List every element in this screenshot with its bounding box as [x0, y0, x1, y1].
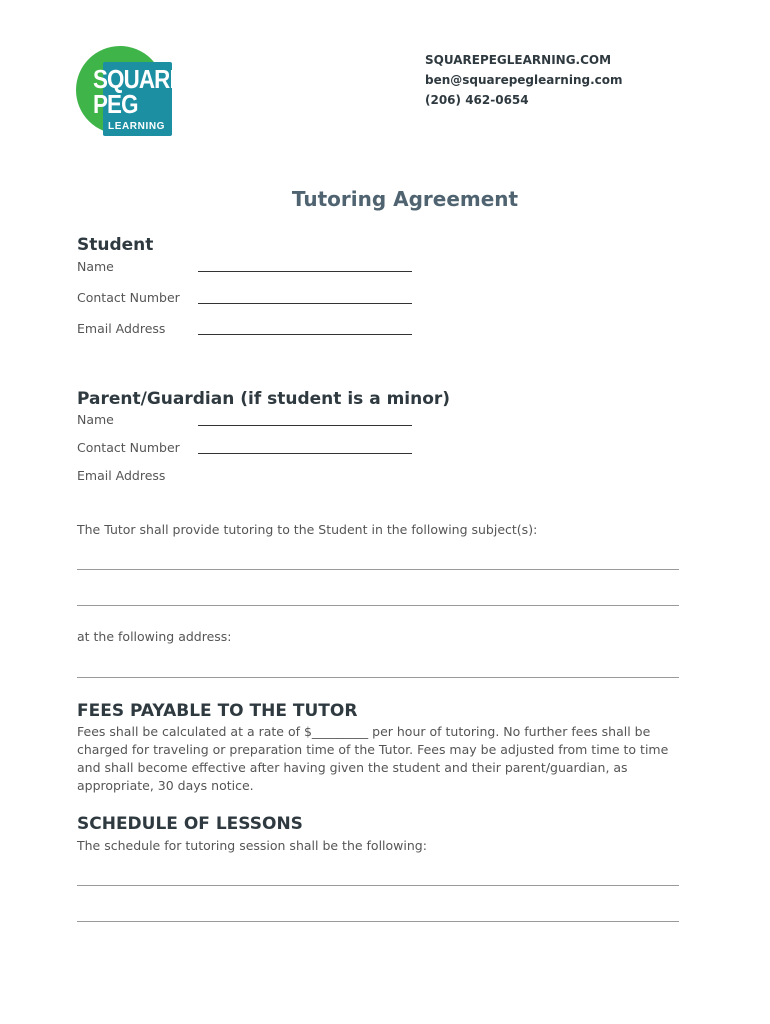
address-line[interactable] [77, 677, 679, 678]
student-contact-field[interactable] [198, 303, 412, 304]
guardian-name-field[interactable] [198, 425, 412, 426]
schedule-line-1[interactable] [77, 885, 679, 886]
contact-block [425, 50, 623, 110]
guardian-contact-label: Contact Number [77, 440, 180, 455]
schedule-body: The schedule for tutoring session shall be the following: [77, 838, 427, 853]
schedule-heading: SCHEDULE OF LESSONS [77, 814, 303, 834]
guardian-contact-field[interactable] [198, 453, 412, 454]
fees-heading: FEES PAYABLE TO THE TUTOR [77, 701, 358, 721]
company-logo [76, 46, 184, 138]
guardian-email-label: Email Address [77, 468, 166, 483]
contact-phone: (206) 462-0654 [425, 93, 529, 107]
address-text: at the following address: [77, 629, 232, 644]
fees-body: Fees shall be calculated at a rate of $_________ per hour of tutoring. No further fees shall be charged for traveling or preparation time of the Tutor. Fees may be adjusted from time to time and shall become effective after having given the student and their parent/guardian, as appropriate, 30 days notice. [77, 724, 669, 793]
student-contact-label: Contact Number [77, 290, 180, 305]
student-email-field[interactable] [198, 334, 412, 335]
guardian-heading: Parent/Guardian (if student is a minor) [77, 389, 451, 409]
subjects-line-1[interactable] [77, 569, 679, 570]
subjects-line-2[interactable] [77, 605, 679, 606]
subjects-text: The Tutor shall provide tutoring to the Student in the following subject(s): [77, 522, 538, 537]
logo-text-learning: LEARNING [108, 121, 166, 132]
schedule-line-2[interactable] [77, 921, 679, 922]
logo-text-square: SQUARE [93, 64, 184, 94]
contact-email[interactable]: ben@squarepeglearning.com [425, 73, 623, 87]
logo-text-peg: PEG [93, 89, 138, 119]
student-name-label: Name [77, 259, 114, 274]
student-name-field[interactable] [198, 271, 412, 272]
student-email-label: Email Address [77, 321, 166, 336]
contact-website[interactable]: SQUAREPEGLEARNING.COM [425, 53, 612, 67]
page-title: Tutoring Agreement [291, 187, 519, 211]
guardian-name-label: Name [77, 412, 114, 427]
student-heading: Student [77, 235, 154, 255]
